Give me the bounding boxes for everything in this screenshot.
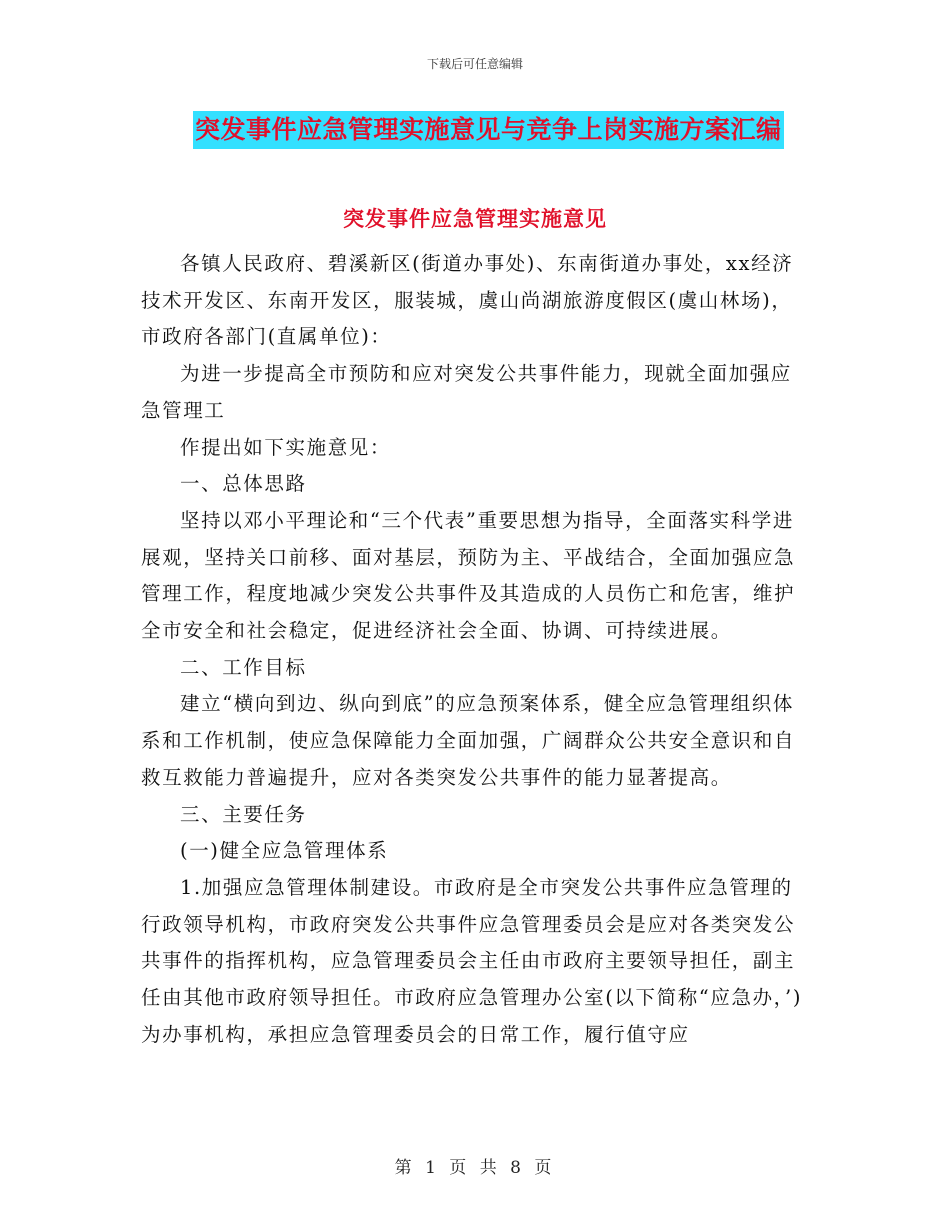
paragraph-system: 1.加强应急管理体制建设。市政府是全市突发公共事件应急管理的行政领导机构，市政府突发公共事件应急管理委员会是应对各类突发公共事件的指挥机构，应急管理委员会主任由市政府主要领导担任，副主任由其他市政府领导担任。市政府应急管理办公室(以下简称“应急办，’)为办事机构，承担应急管理委员会的日常工作，履行值守应 [141, 875, 803, 1046]
paragraph-overall-approach: 坚持以邓小平理论和“三个代表”重要思想为指导，全面落实科学进展观，坚持关口前移、面对基层，预防为主、平战结合，全面加强应急管理工作，程度地减少突发公共事件及其造成的人员伤亡和危害，维护全市安全和社会稳定，促进经济社会全面、协调、可持续进展。 [141, 508, 796, 643]
paragraph-addressees: 各镇人民政府、碧溪新区(街道办事处)、东南街道办事处，xx经济技术开发区、东南开发区，服装城，虞山尚湖旅游度假区(虞山林场)，市政府各部门(直属单位)： [141, 252, 794, 349]
main-title-highlight [193, 111, 784, 149]
header-note: 下载后可任意编辑 [426, 57, 523, 71]
page-number: 第 1 页 共 8 页 [394, 1158, 556, 1178]
heading-main-tasks: 三、主要任务 [180, 802, 307, 826]
paragraph-intro: 为进一步提高全市预防和应对突发公共事件能力，现就全面加强应急管理工 [141, 362, 792, 422]
heading-system: (一)健全应急管理体系 [180, 839, 389, 863]
section-title: 突发事件应急管理实施意见 [343, 207, 607, 231]
heading-overall-approach: 一、总体思路 [180, 472, 307, 496]
heading-work-goals: 二、工作目标 [180, 655, 307, 679]
document-body [141, 246, 809, 1053]
paragraph-work-goals: 建立“横向到边、纵向到底”的应急预案体系，健全应急管理组织体系和工作机制，使应急保障能力全面加强，广阔群众公共安全意识和自救互救能力普遍提升，应对各类突发公共事件的能力显著提高。 [141, 692, 796, 789]
document-title: 突发事件应急管理实施意见与竞争上岗实施方案汇编 [195, 115, 782, 144]
paragraph-intro-continued: 作提出如下实施意见： [180, 435, 392, 459]
